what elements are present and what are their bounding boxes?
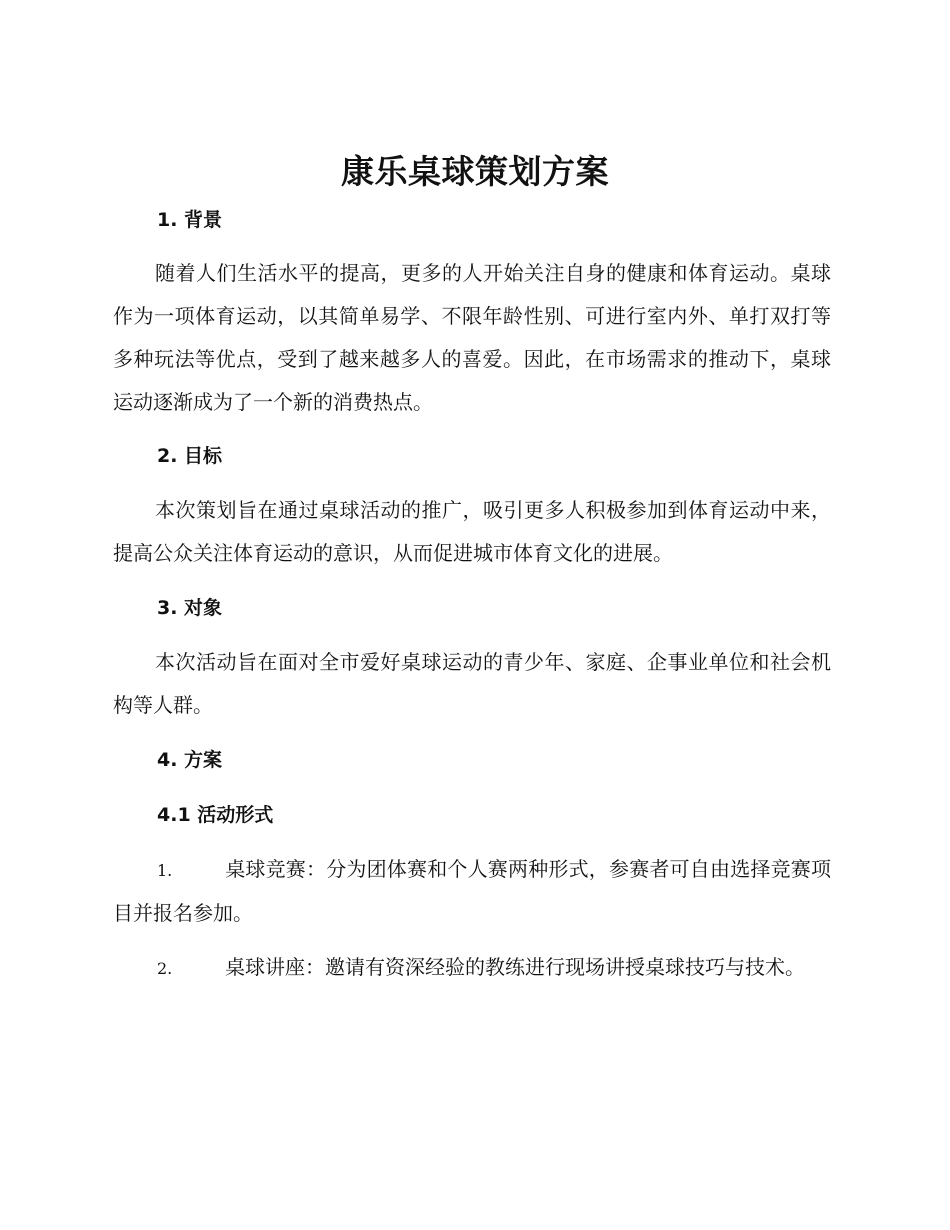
section-heading-activity-format: 4.1 活动形式: [157, 804, 274, 826]
list-item: [113, 848, 831, 935]
list-item: [113, 946, 831, 990]
list-item-text: 桌球讲座：邀请有资深经验的教练进行现场讲授桌球技巧与技术。: [225, 955, 805, 979]
section-paragraph-background: 随着人们生活水平的提高，更多的人开始关注自身的健康和体育运动。桌球作为一项体育运动，以其简单易学、不限年龄性别、可进行室内外、单打双打等多种玩法等优点，受到了越来越多人的喜爱。因此，在市场需求的推动下，桌球运动逐渐成为了一个新的消费热点。: [113, 261, 831, 414]
section-heading-background: 1. 背景: [157, 209, 223, 231]
list-item-number: 2.: [157, 959, 173, 978]
list-item-number: 1.: [157, 861, 173, 880]
list-item-text: 桌球竞赛：分为团体赛和个人赛两种形式，参赛者可自由选择竞赛项目并报名参加。: [113, 857, 831, 925]
document-title: 康乐桌球策划方案: [341, 152, 609, 191]
section-paragraph-audience: 本次活动旨在面对全市爱好桌球运动的青少年、家庭、企事业单位和社会机构等人群。: [113, 650, 831, 717]
section-heading-plan: 4. 方案: [157, 749, 223, 771]
section-paragraph-goal: 本次策划旨在通过桌球活动的推广，吸引更多人积极参加到体育运动中来，提高公众关注体育运动的意识，从而促进城市体育文化的进展。: [113, 498, 831, 565]
section-heading-audience: 3. 对象: [157, 597, 223, 619]
section-heading-goal: 2. 目标: [157, 445, 223, 467]
